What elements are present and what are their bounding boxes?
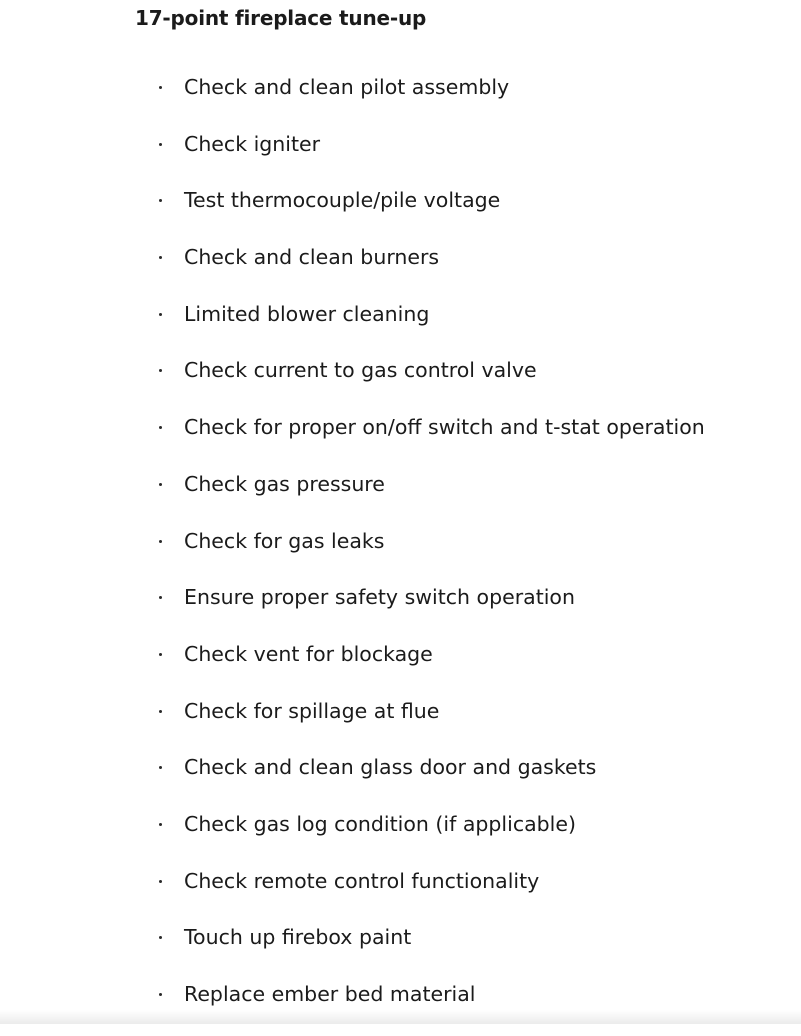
bullet-icon: [159, 426, 162, 429]
list-item-text: Check for gas leaks: [184, 528, 385, 553]
bullet-icon: [159, 993, 162, 996]
list-item: [135, 809, 705, 866]
list-item: [135, 299, 705, 356]
bullet-icon: [159, 143, 162, 146]
list-item: [135, 582, 705, 639]
list-item: [135, 185, 705, 242]
list-item-text: Check and clean pilot assembly: [184, 75, 510, 99]
list-item-text: Limited blower cleaning: [184, 301, 430, 326]
bottom-fade: [0, 1010, 801, 1024]
list-item: [135, 242, 705, 299]
list-item-text: Check igniter: [184, 131, 321, 156]
list-item: [135, 72, 705, 129]
list-item-text: Replace ember bed material: [184, 982, 476, 1006]
list-item: [135, 866, 705, 923]
list-item: [135, 922, 705, 979]
list-item: [135, 129, 705, 186]
bullet-icon: [159, 880, 162, 883]
bullet-icon: [159, 823, 162, 826]
list-item: [135, 526, 705, 583]
list-item-text: Check and clean burners: [184, 245, 440, 270]
list-item-text: Check for proper on/off switch and t-stat operation: [184, 415, 705, 440]
list-item-text: Ensure proper safety switch operation: [184, 585, 575, 610]
list-item: [135, 355, 705, 412]
bullet-icon: [159, 369, 162, 372]
list-item: [135, 469, 705, 526]
bullet-icon: [159, 936, 162, 939]
bullet-icon: [159, 653, 162, 656]
list-item-text: Touch up firebox paint: [184, 925, 412, 950]
list-item-text: Check remote control functionality: [184, 868, 540, 893]
bullet-icon: [159, 86, 162, 89]
bullet-icon: [159, 256, 162, 259]
tune-up-section: [135, 0, 775, 1006]
tune-up-checklist: [135, 72, 705, 1036]
list-item-text: Check and clean glass door and gaskets: [184, 755, 597, 780]
list-item: [135, 639, 705, 696]
list-item-text: Check gas pressure: [184, 471, 385, 496]
list-item: [135, 696, 705, 753]
list-item-text: Check for spillage at flue: [184, 698, 440, 723]
bullet-icon: [159, 199, 162, 202]
list-item: [135, 412, 705, 469]
list-item-text: Check gas log condition (if applicable): [184, 811, 576, 836]
list-item-text: Test thermocouple/pile voltage: [184, 188, 501, 213]
list-item: [135, 979, 705, 1036]
bullet-icon: [159, 596, 162, 599]
section-heading: 17-point fireplace tune-up: [135, 6, 427, 30]
list-item-text: Check vent for blockage: [184, 641, 433, 666]
bullet-icon: [159, 766, 162, 769]
bullet-icon: [159, 710, 162, 713]
bullet-icon: [159, 540, 162, 543]
list-item: [135, 752, 705, 809]
list-item-text: Check current to gas control valve: [184, 358, 537, 383]
bullet-icon: [159, 313, 162, 316]
bullet-icon: [159, 483, 162, 486]
